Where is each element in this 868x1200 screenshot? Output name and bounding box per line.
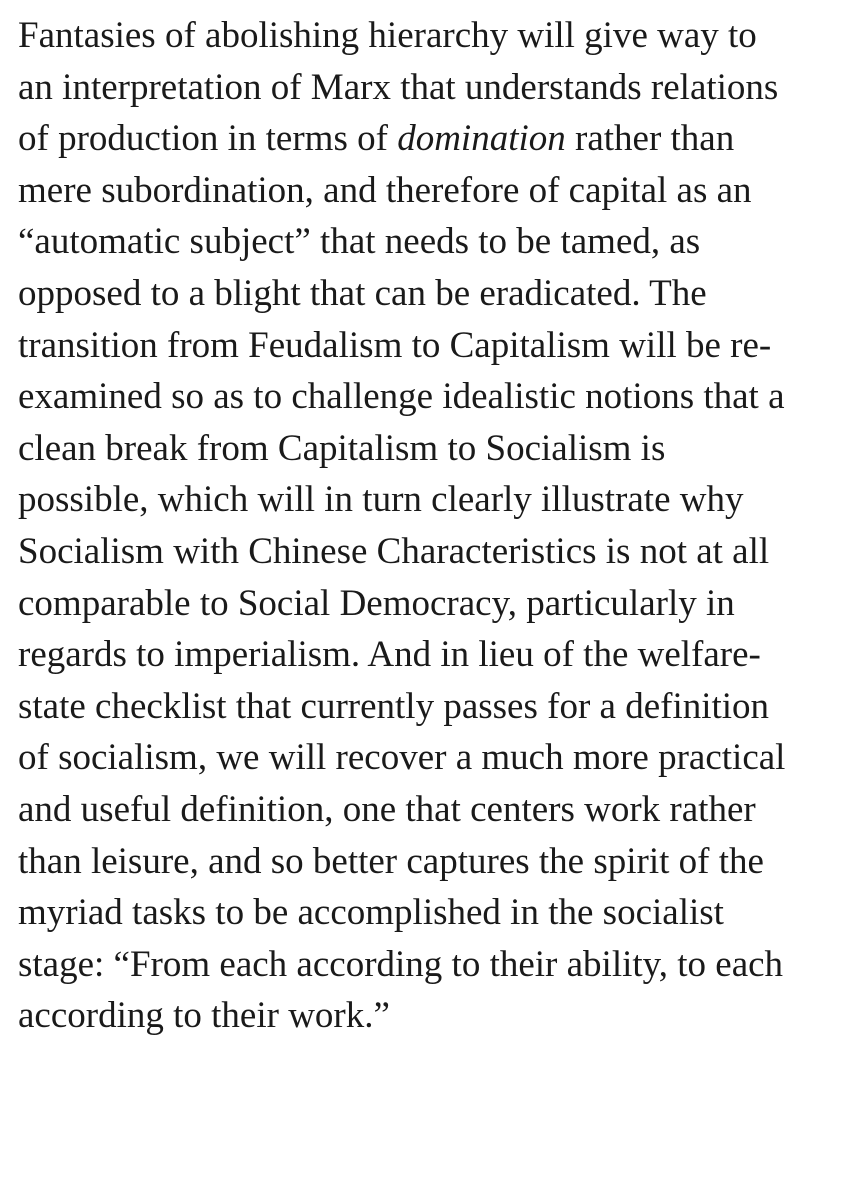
text-line-15: of socialism, we will recover a much more practical xyxy=(18,737,786,779)
text-line-12: comparable to Social Democracy, particularly in xyxy=(18,582,735,624)
body-paragraph xyxy=(18,10,858,1042)
text-line-13: regards to imperialism. And in lieu of the welfare- xyxy=(18,634,761,676)
text-line-8: examined so as to challenge idealistic notions that a xyxy=(18,376,785,418)
text-line-3 xyxy=(18,113,858,165)
text-segment: rather than xyxy=(565,118,735,160)
text-line-4: mere subordination, and therefore of capital as an xyxy=(18,169,752,211)
text-line-5: “automatic subject” that needs to be tamed, as xyxy=(18,221,701,263)
text-line-11: Socialism with Chinese Characteristics is not at all xyxy=(18,530,770,572)
text-line-16: and useful definition, one that centers work rather xyxy=(18,788,756,830)
emphasized-word: domination xyxy=(397,118,566,160)
text-line-6: opposed to a blight that can be eradicated. The xyxy=(18,272,707,314)
text-line-9: clean break from Capitalism to Socialism is xyxy=(18,427,666,469)
text-line-14: state checklist that currently passes for a definition xyxy=(18,685,770,727)
text-line-18: myriad tasks to be accomplished in the socialist xyxy=(18,892,724,934)
text-line-17: than leisure, and so better captures the spirit of the xyxy=(18,840,764,882)
text-line-20: according to their work.” xyxy=(18,995,390,1037)
text-line-19: stage: “From each according to their ability, to each xyxy=(18,943,784,985)
text-line-1: Fantasies of abolishing hierarchy will give way to xyxy=(18,15,757,56)
text-line-7: transition from Feudalism to Capitalism will be re- xyxy=(18,324,772,366)
text-line-2: an interpretation of Marx that understands relations xyxy=(18,66,779,108)
text-line-10: possible, which will in turn clearly illustrate why xyxy=(18,479,744,521)
text-segment: of production in terms of xyxy=(18,118,398,160)
